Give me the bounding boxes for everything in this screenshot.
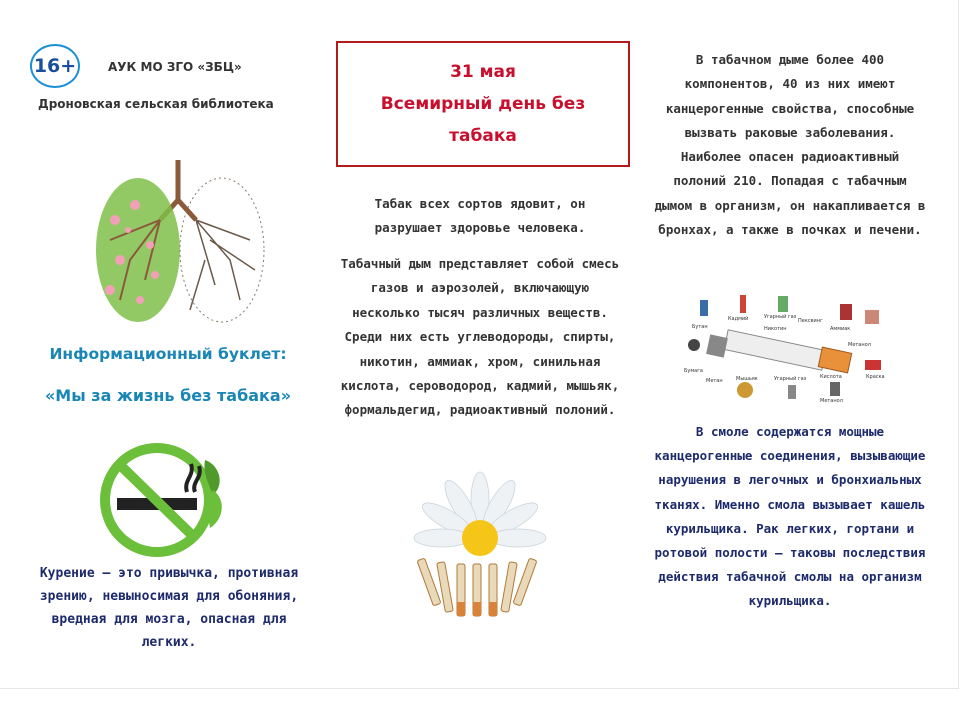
label-carbon-monoxide-2: Угарный газ (774, 376, 807, 382)
event-title-box (336, 41, 630, 167)
cigarette-chemicals-diagram (680, 290, 892, 410)
label-methane: Метан (706, 378, 723, 384)
tobacco-intro-text: Табак всех сортов ядовит, он разрушает здоровье человека. (374, 196, 586, 235)
event-date: 31 мая (450, 62, 516, 82)
no-smoking-sign (95, 440, 235, 560)
smoking-habit-text: Курение – это привычка, противная зрению, невыносимая для обоняния, вредная для мозга, опасная для легких. (39, 566, 299, 650)
label-acid: Кислота (820, 374, 842, 380)
booklet-title: «Мы за жизнь без табака» (44, 386, 292, 405)
no-smoking-icon (105, 448, 222, 552)
library-name: Дроновская сельская библиотека (38, 97, 274, 111)
organization-name: АУК МО ЗГО «ЗБЦ» (108, 60, 242, 74)
cigarette-icon (706, 330, 852, 373)
label-methanol-bottom: Метанол (820, 398, 843, 404)
label-paint: Краска (866, 374, 885, 380)
booklet-label: Информационный буклет: (49, 345, 287, 363)
tar-effects-text: В смоле содержатся мощные канцерогенные соединения, вызывающие нарушения в легочных и бронхиальных тканях. Именно смола вызывает кашель курильщика. Рак легких, гортани и ротовой полости – таковы последствия действия табачной смолы на организм курильщика. (654, 424, 926, 609)
tobacco-smoke-text: Табачный дым представляет собой смесь газов и аэрозолей, включающую несколько тысяч различных веществ. Среди них есть углеводороды, спирты, никотин, аммиак, хром, синильная кислота, сероводород, кадмий, мышьяк, формальдегид, радиоактивный полоний. (340, 256, 620, 418)
chamomile-flower-icon (414, 472, 546, 616)
event-title-line-2: табака (449, 126, 517, 146)
chamomile-cigarettes-illustration (405, 470, 555, 620)
smoke-components-text: В табачном дыме более 400 компонентов, 40 из них имеют канцерогенные свойства, способные вызвать раковые заболевания. Наиболее опасен радиоактивный полоний 210. Попадая с табачным дымом в организм, он накапливается в бронхах, а также в почках и печени. (654, 52, 926, 238)
label-hexamine: Пексвинг (798, 318, 823, 324)
lungs-illustration (90, 160, 270, 330)
label-methanol-top: Метанол (848, 342, 871, 348)
age-rating-badge: 16+ (30, 44, 80, 88)
event-title-line-1: Всемирный день без (380, 94, 586, 114)
label-arsenic: Мышьяк (736, 376, 758, 382)
label-cadmium: Кадмий (728, 316, 749, 322)
label-carbon-monoxide: Угарный газ (764, 314, 797, 320)
label-butane: Бутан (692, 324, 708, 330)
label-paper: Бумага (684, 368, 703, 374)
label-ammonia: Аммиак (830, 326, 851, 332)
label-nicotine: Никотин (764, 326, 787, 332)
lungs-icon (96, 160, 264, 322)
